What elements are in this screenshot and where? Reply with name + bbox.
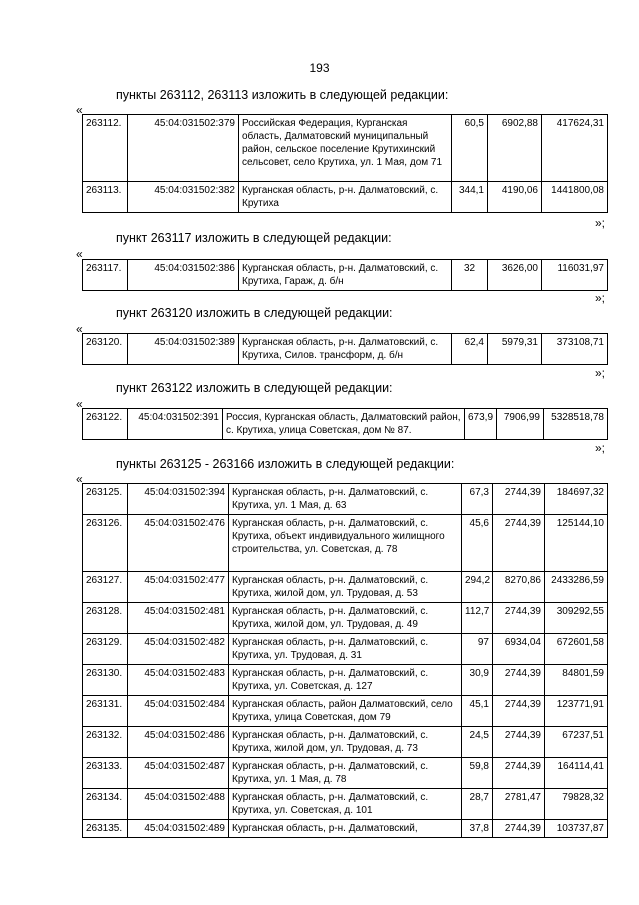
row-number: 263134. xyxy=(83,789,128,820)
address: Курганская область, р-н. Далматовский, с. Крутиха xyxy=(239,182,452,213)
value: 123771,91 xyxy=(545,696,608,727)
area: 60,5 xyxy=(452,115,488,182)
table-row xyxy=(83,727,608,758)
section-4-table xyxy=(82,408,608,440)
area: 673,9 xyxy=(465,409,497,440)
address: Курганская область, р-н. Далматовский, с. Крутиха, ул. Советская, д. 101 xyxy=(229,789,462,820)
cadastral-number: 45:04:031502:489 xyxy=(128,820,229,838)
cadastral-number: 45:04:031502:476 xyxy=(128,515,229,572)
value: 184697,32 xyxy=(545,484,608,515)
value: 79828,32 xyxy=(545,789,608,820)
cadastral-number: 45:04:031502:379 xyxy=(128,115,239,182)
area: 294,2 xyxy=(462,572,493,603)
section-2-table xyxy=(82,259,608,291)
section-5-table xyxy=(82,483,608,838)
address: Курганская область, р-н. Далматовский, с. Крутиха, жилой дом, ул. Трудовая, д. 49 xyxy=(229,603,462,634)
address: Курганская область, р-н. Далматовский, с. Крутиха, Гараж, д. б/н xyxy=(239,260,452,291)
row-number: 263133. xyxy=(83,758,128,789)
rate: 6902,88 xyxy=(488,115,542,182)
row-number: 263117. xyxy=(83,260,128,291)
row-number: 263135. xyxy=(83,820,128,838)
cadastral-number: 45:04:031502:488 xyxy=(128,789,229,820)
table-row xyxy=(83,515,608,572)
rate: 2744,39 xyxy=(493,665,545,696)
area: 67,3 xyxy=(462,484,493,515)
table-row xyxy=(83,789,608,820)
row-number: 263131. xyxy=(83,696,128,727)
address: Курганская область, р-н. Далматовский, xyxy=(229,820,462,838)
address: Курганская область, р-н. Далматовский, с. Крутиха, ул. Трудовая, д. 31 xyxy=(229,634,462,665)
value: 309292,55 xyxy=(545,603,608,634)
value: 1441800,08 xyxy=(542,182,608,213)
row-number: 263127. xyxy=(83,572,128,603)
rate: 4190,06 xyxy=(488,182,542,213)
value: 103737,87 xyxy=(545,820,608,838)
cadastral-number: 45:04:031502:391 xyxy=(128,409,223,440)
cadastral-number: 45:04:031502:482 xyxy=(128,634,229,665)
value: 2433286,59 xyxy=(545,572,608,603)
rate: 6934,04 xyxy=(493,634,545,665)
cadastral-number: 45:04:031502:483 xyxy=(128,665,229,696)
area: 45,1 xyxy=(462,696,493,727)
row-number: 263113. xyxy=(83,182,128,213)
address: Курганская область, р-н. Далматовский, с. Крутиха, ул. 1 Мая, д. 78 xyxy=(229,758,462,789)
cadastral-number: 45:04:031502:486 xyxy=(128,727,229,758)
area: 45,6 xyxy=(462,515,493,572)
address: Российская Федерация, Курганская область, Далматовский муниципальный район, сельское поселение Крутихинский сельсовет, село Крутиха, ул. 1 Мая, дом 71 xyxy=(239,115,452,182)
address: Курганская область, р-н. Далматовский, с. Крутиха, ул. 1 Мая, д. 63 xyxy=(229,484,462,515)
row-number: 263126. xyxy=(83,515,128,572)
open-quote: « xyxy=(76,247,83,261)
row-number: 263132. xyxy=(83,727,128,758)
section-2-intro: пункт 263117 изложить в следующей редакции: xyxy=(116,231,392,245)
section-4-intro: пункт 263122 изложить в следующей редакции: xyxy=(116,381,393,395)
open-quote: « xyxy=(76,322,83,336)
value: 164114,41 xyxy=(545,758,608,789)
cadastral-number: 45:04:031502:487 xyxy=(128,758,229,789)
address: Курганская область, р-н. Далматовский, с. Крутиха, ул. Советская, д. 127 xyxy=(229,665,462,696)
value: 84801,59 xyxy=(545,665,608,696)
table-row xyxy=(83,665,608,696)
address: Курганская область, район Далматовский, село Крутиха, улица Советская, дом 79 xyxy=(229,696,462,727)
table-row xyxy=(83,572,608,603)
rate: 2744,39 xyxy=(493,758,545,789)
address: Россия, Курганская область, Далматовский район, с. Крутиха, улица Советская, дом № 87. xyxy=(223,409,465,440)
section-5-intro: пункты 263125 - 263166 изложить в следующей редакции: xyxy=(116,457,455,471)
area: 112,7 xyxy=(462,603,493,634)
close-mark: »; xyxy=(595,291,606,305)
table-row xyxy=(83,758,608,789)
address: Курганская область, р-н. Далматовский, с. Крутиха, жилой дом, ул. Трудовая, д. 73 xyxy=(229,727,462,758)
area: 28,7 xyxy=(462,789,493,820)
open-quote: « xyxy=(76,397,83,411)
close-mark: »; xyxy=(595,366,606,380)
row-number: 263112. xyxy=(83,115,128,182)
cadastral-number: 45:04:031502:484 xyxy=(128,696,229,727)
table-row xyxy=(83,634,608,665)
row-number: 263130. xyxy=(83,665,128,696)
close-mark: »; xyxy=(595,441,606,455)
value: 125144,10 xyxy=(545,515,608,572)
row-number: 263122. xyxy=(83,409,128,440)
rate: 2744,39 xyxy=(493,696,545,727)
section-1-intro: пункты 263112, 263113 изложить в следующей редакции: xyxy=(116,88,449,102)
value: 67237,51 xyxy=(545,727,608,758)
rate: 3626,00 xyxy=(488,260,542,291)
cadastral-number: 45:04:031502:386 xyxy=(128,260,239,291)
area: 97 xyxy=(462,634,493,665)
cadastral-number: 45:04:031502:394 xyxy=(128,484,229,515)
row-number: 263129. xyxy=(83,634,128,665)
area: 62,4 xyxy=(452,334,488,365)
rate: 2744,39 xyxy=(493,603,545,634)
section-1-table xyxy=(82,114,608,213)
close-mark: »; xyxy=(595,216,606,230)
rate: 5979,31 xyxy=(488,334,542,365)
value: 373108,71 xyxy=(542,334,608,365)
rate: 2744,39 xyxy=(493,484,545,515)
rate: 2744,39 xyxy=(493,727,545,758)
cadastral-number: 45:04:031502:389 xyxy=(128,334,239,365)
open-quote: « xyxy=(76,472,83,486)
table-row xyxy=(83,409,608,440)
table-row xyxy=(83,182,608,213)
table-row xyxy=(83,260,608,291)
area: 30,9 xyxy=(462,665,493,696)
value: 417624,31 xyxy=(542,115,608,182)
value: 672601,58 xyxy=(545,634,608,665)
rate: 2781,47 xyxy=(493,789,545,820)
area: 37,8 xyxy=(462,820,493,838)
table-row xyxy=(83,820,608,838)
rate: 8270,86 xyxy=(493,572,545,603)
area: 59,8 xyxy=(462,758,493,789)
value: 5328518,78 xyxy=(544,409,608,440)
open-quote: « xyxy=(76,103,83,117)
table-row xyxy=(83,484,608,515)
row-number: 263120. xyxy=(83,334,128,365)
value: 116031,97 xyxy=(542,260,608,291)
area: 24,5 xyxy=(462,727,493,758)
cadastral-number: 45:04:031502:382 xyxy=(128,182,239,213)
rate: 2744,39 xyxy=(493,820,545,838)
section-3-table xyxy=(82,333,608,365)
table-row xyxy=(83,334,608,365)
cadastral-number: 45:04:031502:477 xyxy=(128,572,229,603)
address: Курганская область, р-н. Далматовский, с. Крутиха, объект индивидуального жилищного строительства, ул. Советская, д. 78 xyxy=(229,515,462,572)
rate: 7906,99 xyxy=(497,409,544,440)
address: Курганская область, р-н. Далматовский, с. Крутиха, Силов. трансформ, д. б/н xyxy=(239,334,452,365)
cadastral-number: 45:04:031502:481 xyxy=(128,603,229,634)
page-number: 193 xyxy=(309,61,330,75)
table-row xyxy=(83,696,608,727)
rate: 2744,39 xyxy=(493,515,545,572)
address: Курганская область, р-н. Далматовский, с. Крутиха, жилой дом, ул. Трудовая, д. 53 xyxy=(229,572,462,603)
area: 32 xyxy=(452,260,488,291)
row-number: 263125. xyxy=(83,484,128,515)
area: 344,1 xyxy=(452,182,488,213)
row-number: 263128. xyxy=(83,603,128,634)
section-3-intro: пункт 263120 изложить в следующей редакции: xyxy=(116,306,393,320)
table-row xyxy=(83,603,608,634)
table-row xyxy=(83,115,608,182)
